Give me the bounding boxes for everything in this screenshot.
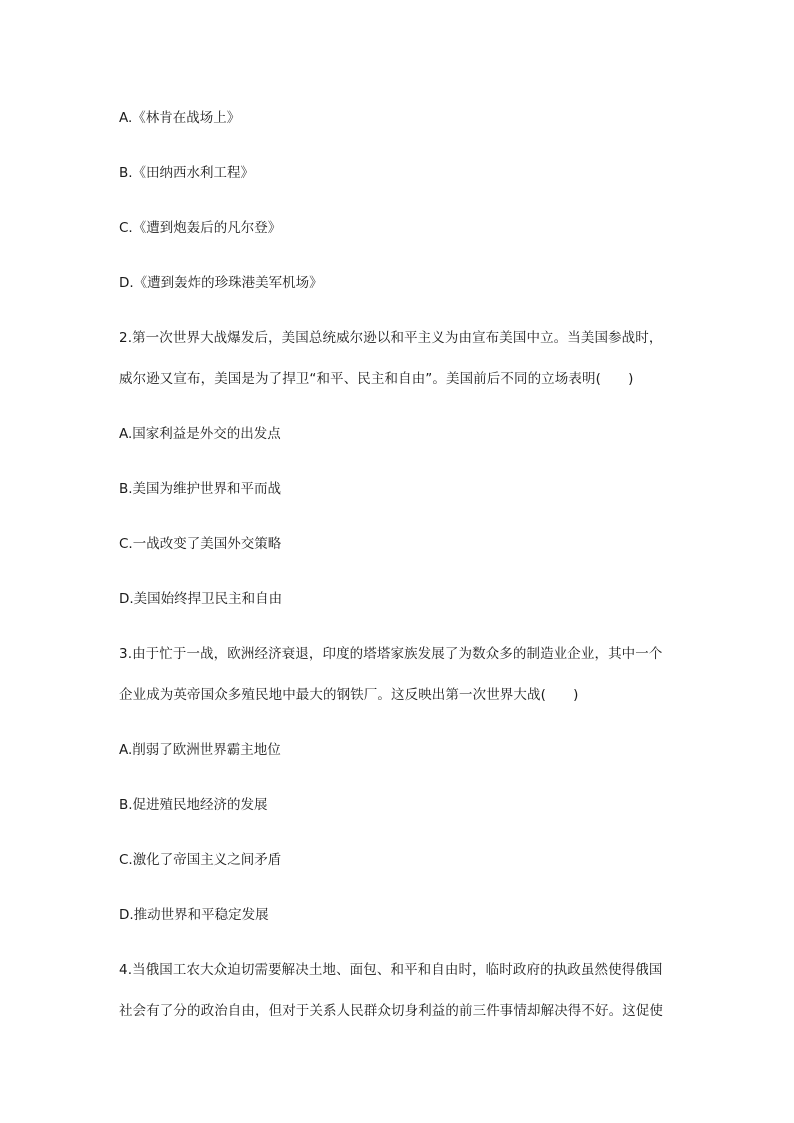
q4-stem-line-2: 社会有了分的政治自由，但对于关系人民群众切身利益的前三件事情却解决得不好。这促使 [119,1003,663,1019]
q3-stem-line-2: 企业成为英帝国众多殖民地中最大的钢铁厂。这反映出第一次世界大战( ) [119,687,579,703]
q3-stem-line-1: 3.由于忙于一战，欧洲经济衰退，印度的塔塔家族发展了为数众多的制造业企业，其中一个 [119,646,663,662]
q1-option-b: B.《田纳西水利工程》 [119,165,255,181]
q1-option-a: A.《林肯在战场上》 [119,110,241,126]
q2-option-a: A.国家利益是外交的出发点 [119,426,281,442]
q1-option-d: D.《遭到轰炸的珍珠港美军机场》 [119,275,323,291]
q2-option-b: B.美国为维护世界和平而战 [119,481,282,497]
q2-option-d: D.美国始终捍卫民主和自由 [119,591,283,607]
q3-option-c: C.激化了帝国主义之间矛盾 [119,852,282,868]
q3-option-b: B.促进殖民地经济的发展 [119,797,268,813]
q3-option-a: A.削弱了欧洲世界霸主地位 [119,742,281,758]
q2-stem-line-2: 威尔逊又宣布，美国是为了捍卫“和平、民主和自由”。美国前后不同的立场表明( ) [119,371,634,387]
q2-option-c: C.一战改变了美国外交策略 [119,536,282,552]
q4-stem-line-1: 4.当俄国工农大众迫切需要解决土地、面包、和平和自由时，临时政府的执政虽然使得俄国 [119,962,663,978]
q3-option-d: D.推动世界和平稳定发展 [119,907,269,923]
q2-stem-line-1: 2.第一次世界大战爆发后，美国总统威尔逊以和平主义为由宣布美国中立。当美国参战时， [119,330,663,346]
q1-option-c: C.《遭到炮轰后的凡尔登》 [119,220,282,236]
